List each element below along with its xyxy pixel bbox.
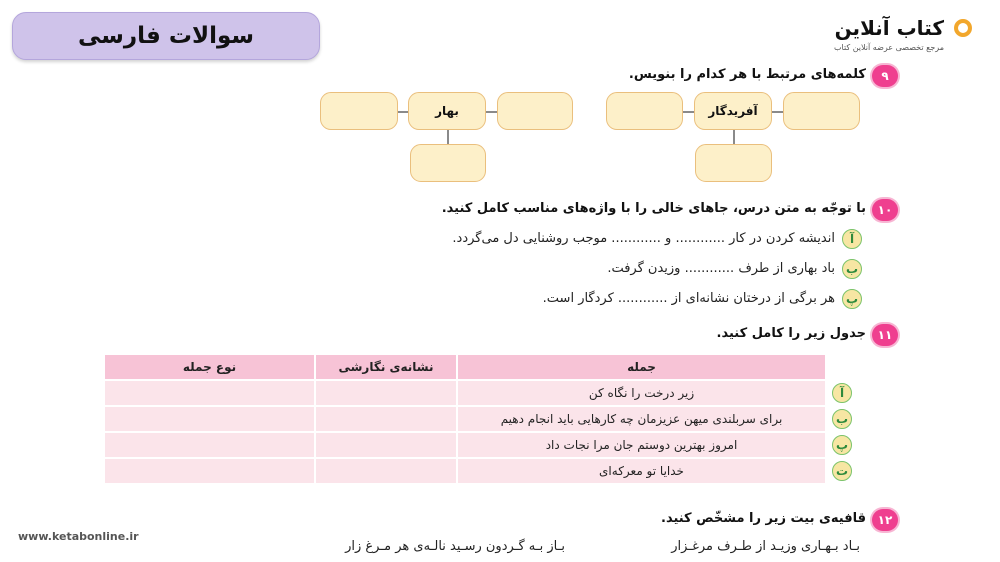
- table-row: [105, 407, 857, 431]
- answer-box[interactable]: [783, 92, 860, 130]
- item-label-badge: آ: [842, 229, 862, 249]
- table-header-sentence: جمله: [458, 355, 825, 379]
- table-header-punctuation: نشانه‌ی نگارشی: [316, 355, 456, 379]
- question-9-prompt: کلمه‌های مرتبط با هر کدام را بنویس.: [628, 67, 866, 82]
- fill-in-sentence[interactable]: هر برگی از درختان نشانه‌ای از ............ کردگار است.: [542, 291, 835, 306]
- table-header-blank: [827, 355, 857, 379]
- item-label-badge: پ: [842, 289, 862, 309]
- connector-line: [447, 130, 449, 144]
- punctuation-cell[interactable]: [316, 433, 456, 457]
- poem-hemistich-1: بـاد بـهـاری وزیـد از طـرف مرغـزار: [671, 539, 860, 554]
- table-header-row: [105, 355, 857, 379]
- type-cell[interactable]: [105, 381, 314, 405]
- website-url: www.ketabonline.ir: [18, 530, 139, 543]
- punctuation-cell[interactable]: [316, 459, 456, 483]
- question-number-12: ۱۲: [872, 509, 898, 531]
- connector-line: [733, 130, 735, 144]
- question-12-prompt: قافیه‌ی بیت زیر را مشخّص کنید.: [661, 511, 866, 526]
- fill-in-sentence[interactable]: باد بهاری از طرف ............ وزیدن گرفت.: [607, 261, 835, 276]
- sentence-cell: خدایا تو معرکه‌ای: [458, 459, 825, 483]
- question-10-prompt: با توجّه به متن درس، جاهای خالی را با واژه‌های مناسب کامل کنید.: [441, 201, 866, 216]
- type-cell[interactable]: [105, 433, 314, 457]
- page-title: سوالات فارسی: [12, 12, 320, 60]
- sentence-cell: امروز بهترین دوستم جان مرا نجات داد: [458, 433, 825, 457]
- item-label-badge: ب: [842, 259, 862, 279]
- question-number-9: ۹: [872, 65, 898, 87]
- poem-hemistich-2: بـاز بـه گـردون رسـید نالـه‌ی هر مـرغ زار: [345, 539, 565, 554]
- answer-box[interactable]: [606, 92, 683, 130]
- punctuation-cell[interactable]: [316, 381, 456, 405]
- question-11-prompt: جدول زیر را کامل کنید.: [716, 326, 866, 341]
- answer-box[interactable]: [410, 144, 486, 182]
- table-header-type: نوع جمله: [105, 355, 314, 379]
- question-number-11: ۱۱: [872, 324, 898, 346]
- item-label-badge: پ: [832, 435, 852, 455]
- type-cell[interactable]: [105, 459, 314, 483]
- answer-box[interactable]: [320, 92, 398, 130]
- logo-text: کتاب آنلاین: [834, 16, 944, 40]
- table-row: [105, 381, 857, 405]
- fill-in-sentence[interactable]: اندیشه کردن در کار ............ و ............ موجب روشنایی دل می‌گردد.: [452, 231, 835, 246]
- logo-dot-icon: [960, 25, 966, 31]
- item-label-badge: ب: [832, 409, 852, 429]
- row-label: [827, 433, 857, 457]
- answer-box[interactable]: [695, 144, 772, 182]
- type-cell[interactable]: [105, 407, 314, 431]
- sentence-cell: برای سربلندی میهن عزیزمان چه کارهایی باید انجام دهیم: [458, 407, 825, 431]
- row-label: [827, 459, 857, 483]
- item-label-badge: آ: [832, 383, 852, 403]
- answer-box[interactable]: [497, 92, 573, 130]
- item-label-badge: ت: [832, 461, 852, 481]
- word-box-bahar: بهار: [408, 92, 486, 130]
- logo-tagline: مرجع تخصصی عرضه آنلاین کتاب: [833, 43, 944, 52]
- row-label: [827, 381, 857, 405]
- logo: [802, 16, 972, 58]
- sentence-table: [103, 353, 859, 485]
- row-label: [827, 407, 857, 431]
- question-number-10: ۱۰: [872, 199, 898, 221]
- table-row: [105, 433, 857, 457]
- table-row: [105, 459, 857, 483]
- word-box-afaridgar: آفریدگار: [694, 92, 772, 130]
- punctuation-cell[interactable]: [316, 407, 456, 431]
- sentence-cell: زیر درخت را نگاه کن: [458, 381, 825, 405]
